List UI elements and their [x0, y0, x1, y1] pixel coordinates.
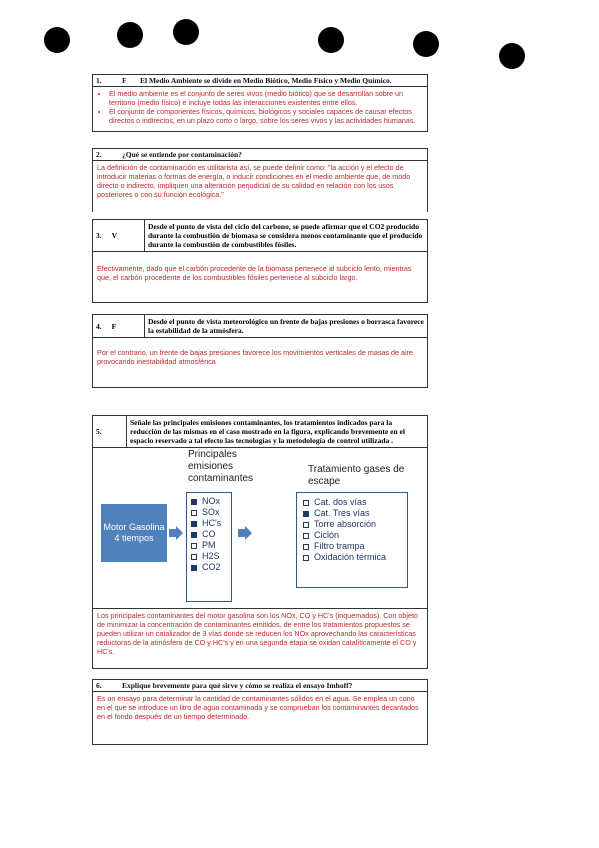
- answer-text: Es un ensayo para determinar la cantidad de contaminantes sólidos en el agua. Se emplea un cono en el que se introduce un litro de agua contaminada y se comprueban los contaminantes decantados en el fondo después de un tiempo determinado.: [97, 694, 419, 721]
- question-statement: Desde el punto de vista meteorológico un frente de bajas presiones o borrasca favorece la estabilidad de la atmósfera.: [148, 317, 424, 335]
- question-2: [92, 148, 428, 212]
- question-3: [92, 219, 428, 303]
- emission-item: HC's: [191, 518, 227, 529]
- answer-bullet: • El conjunto de componentes físicos, químicos, biológicos y sociales capaces de causar efectos directos o indirectos, en un plazo corto o largo, sobre los seres vivos y las actividades humanas.: [109, 107, 423, 125]
- question-number: 5.: [96, 427, 102, 436]
- emissions-box: [186, 492, 232, 602]
- question-1-header: [93, 75, 427, 87]
- question-5-header: [93, 416, 427, 448]
- answer-text: Por el contrario, un frente de bajas presiones favorece los movimientos verticales de masas de aire provocando inestabilidad atmosférica: [97, 348, 414, 366]
- true-false-answer: F: [122, 76, 127, 85]
- question-statement: El Medio Ambiente se divide en Medio Biótico, Medio Físico y Medio Químico.: [140, 76, 392, 85]
- binder-dot: [173, 19, 199, 45]
- question-6: [92, 679, 428, 745]
- binder-dot: [318, 27, 344, 53]
- treatment-item: Ciclón: [303, 530, 401, 541]
- true-false-answer: F: [111, 321, 117, 331]
- question-number: 4.: [96, 321, 102, 331]
- question-statement: ¿Qué se entiende por contaminación?: [122, 150, 242, 159]
- answer-text: Los principales contaminantes del motor gasolina son los NOx, CO y HC's (inquemados). Con objeto de minimizar la concentración de contaminantes emitidos, de entre los tratamientos propuestos se pueden utilizar un catalizador de 3 vías donde se reducen los NOx aprovechando las características reductoras de la atmósfera de CO y HC's y en una segunda etapa se oxidan catalíticamente el CO y HC's.: [97, 611, 418, 656]
- question-5: [92, 415, 428, 669]
- true-false-answer: V: [111, 231, 118, 240]
- question-number: 3.: [96, 231, 102, 240]
- treatment-item: Torre absorción: [303, 519, 401, 530]
- motor-box: Motor Gasolina 4 tiempos: [101, 504, 167, 562]
- question-number: 2.: [96, 150, 102, 159]
- question-statement: Explique brevemente para qué sirve y cómo se realiza el ensayo Imhoff?: [122, 681, 353, 690]
- binder-dot: [44, 27, 70, 53]
- treatment-item: Oxidación térmica: [303, 552, 401, 563]
- emission-item: CO: [191, 529, 227, 540]
- question-statement: Señale las principales emisiones contaminantes, los tratamientos indicados para la reducción de las mismas en el caso mostrado en la figura, explicando brevemente en el espacio reservado a tal efecto las tecnologías y la metodología de control utilizada .: [130, 418, 405, 445]
- question-number: 6.: [96, 681, 102, 690]
- answer-bullet: • El medio ambiente es el conjunto de seres vivos (medio biótico) que se desarrollan sobre un territorio (medio físico) e incluye todas las interacciones existentes entre ellos.: [109, 89, 423, 107]
- emissions-diagram: [93, 448, 427, 609]
- question-1: [92, 74, 428, 132]
- emission-item: PM: [191, 540, 227, 551]
- question-number: 1.: [96, 76, 102, 85]
- question-statement: Desde el punto de vista del ciclo del carbono, se puede afirmar que el CO2 producido durante la combustión de biomasa se considera menos contaminante que el producido durante la combustión de combustibles fósiles.: [148, 222, 423, 249]
- binder-dot: [413, 31, 439, 57]
- binder-dot: [499, 43, 525, 69]
- treatment-box: [296, 492, 408, 588]
- treatment-item: Filtro trampa: [303, 541, 401, 552]
- question-4-header: [93, 315, 427, 338]
- answer-list: [93, 87, 427, 127]
- question-3-header: [93, 220, 427, 252]
- treatment-title: Tratamiento gases de escape: [308, 464, 405, 487]
- emission-item: CO2: [191, 562, 227, 573]
- treatment-item: Cat. Tres vías: [303, 508, 401, 519]
- emission-item: SOx: [191, 507, 227, 518]
- emission-item: H2S: [191, 551, 227, 562]
- answer-text: La definición de contaminación es utilitarista así, se puede definir como: "la acción y el efecto de introducir materias o formas de energía, o inducir condiciones en el medio ambiente que, de modo directo o indirecto, impliquen una alteración perjudicial de su calidad en relación con los usos posteriores o con su función ecológica.": [97, 163, 411, 199]
- arrow-icon: [169, 526, 183, 540]
- emission-item: NOx: [191, 496, 227, 507]
- arrow-icon: [238, 526, 252, 540]
- question-2-header: [93, 149, 427, 161]
- question-4: [92, 314, 428, 388]
- answer-text: Efectivamente, dado que el carbón procedente de la biomasa pertenece al subciclo lento, mientras que, el carbón procedente de los combustibles fósiles pertenece al subciclo largo.: [97, 264, 412, 282]
- binder-dot: [117, 22, 143, 48]
- emissions-title: Principales emisiones contaminantes: [188, 449, 254, 484]
- question-6-header: [93, 680, 427, 692]
- treatment-item: Cat. dos vías: [303, 497, 401, 508]
